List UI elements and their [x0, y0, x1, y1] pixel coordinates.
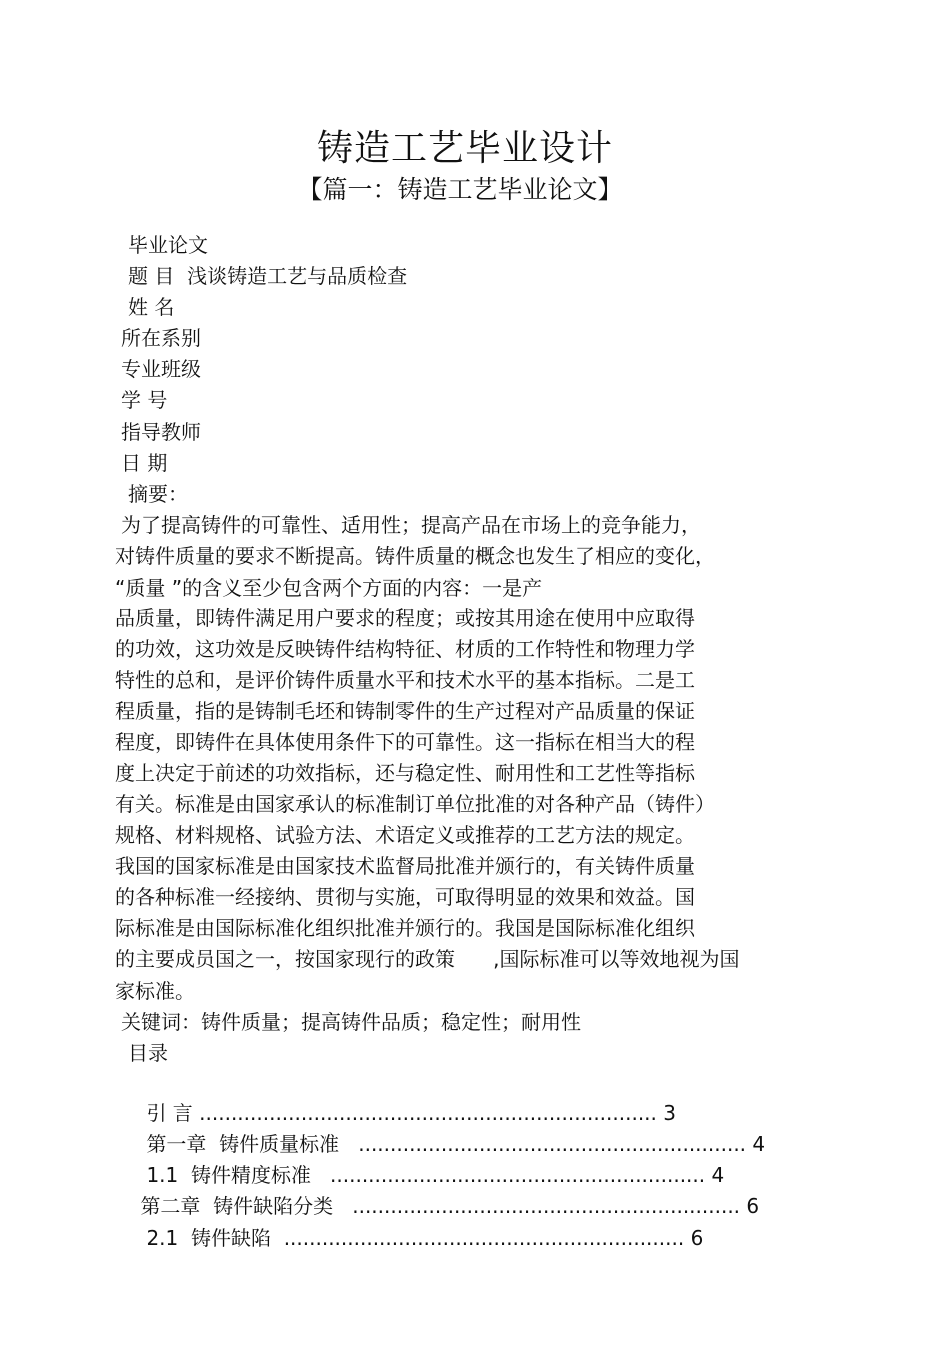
- abstract-line: 有关。标准是由国家承认的标准制订单位批准的对各种产品（铸件）: [115, 792, 715, 816]
- toc-entry-dots: ........................................................................: [199, 1101, 657, 1125]
- toc-entry-label: 第二章 铸件缺陷分类: [140, 1194, 353, 1218]
- toc-entry-label: 第一章 铸件质量标准: [146, 1132, 359, 1156]
- toc-entry-page: 6: [740, 1194, 760, 1218]
- cover-date-label: 日 期: [121, 451, 168, 475]
- abstract-line: 度上决定于前述的功效指标，还与稳定性、耐用性和工艺性等指标: [115, 761, 695, 785]
- abstract-line: 对铸件质量的要求不断提高。铸件质量的概念也发生了相应的变化，: [115, 544, 715, 568]
- document-title: 铸造工艺毕业设计: [316, 128, 613, 169]
- toc-entry-page: 4: [705, 1163, 725, 1187]
- abstract-line: 为了提高铸件的可靠性、适用性；提高产品在市场上的竞争能力，: [121, 513, 701, 537]
- abstract-line: 际标准是由国际标准化组织批准并颁行的。我国是国际标准化组织: [115, 916, 695, 940]
- toc-entry-dots: ...........................................................: [330, 1163, 706, 1187]
- toc-entry-page: 3: [656, 1101, 676, 1125]
- abstract-line: 规格、材料规格、试验方法、术语定义或推荐的工艺方法的规定。: [115, 823, 695, 847]
- cover-advisor-label: 指导教师: [121, 420, 201, 444]
- abstract-line: 程质量，指的是铸制毛坯和铸制零件的生产过程对产品质量的保证: [115, 699, 695, 723]
- cover-topic-line: 题 目 浅谈铸造工艺与品质检查: [128, 264, 408, 288]
- abstract-line: 的主要成员国之一，按国家现行的政策 ,国际标准可以等效地视为国: [115, 947, 740, 971]
- abstract-line: 的各种标准一经接纳、贯彻与实施，可取得明显的效果和效益。国: [115, 885, 695, 909]
- abstract-line: “质量 ”的含义至少包含两个方面的内容：一是产: [115, 576, 543, 600]
- abstract-line: 我国的国家标准是由国家技术监督局批准并颁行的，有关铸件质量: [115, 854, 695, 878]
- cover-name-label: 姓 名: [128, 295, 175, 319]
- toc-entry-label: 1.1 铸件精度标准: [146, 1163, 331, 1187]
- abstract-line: 的功效，这功效是反映铸件结构特征、材质的工作特性和物理力学: [115, 637, 695, 661]
- toc-entry-page: 4: [746, 1132, 766, 1156]
- toc-entry-dots: .............................................................: [358, 1132, 747, 1156]
- toc-entry-dots: .............................................................: [352, 1194, 741, 1218]
- abstract-heading: 摘要：: [128, 482, 188, 506]
- document-subtitle: 【篇一：铸造工艺毕业论文】: [297, 175, 623, 204]
- abstract-line: 品质量，即铸件满足用户要求的程度；或按其用途在使用中应取得: [115, 606, 695, 630]
- toc-entry-label: 2.1 铸件缺陷: [146, 1226, 284, 1250]
- abstract-line: 特性的总和，是评价铸件质量水平和技术水平的基本指标。二是工: [115, 668, 695, 692]
- cover-kind: 毕业论文: [128, 233, 208, 257]
- toc-entry-page: 6: [684, 1226, 704, 1250]
- keywords-line: 关键词：铸件质量；提高铸件品质；稳定性；耐用性: [121, 1010, 581, 1034]
- abstract-line: 程度，即铸件在具体使用条件下的可靠性。这一指标在相当大的程: [115, 730, 695, 754]
- toc-entry[interactable]: [121, 1196, 703, 1280]
- abstract-line: 家标准。: [115, 979, 195, 1003]
- toc-heading: 目录: [128, 1041, 168, 1065]
- cover-student-id-label: 学 号: [121, 388, 168, 412]
- toc-entry-dots: ...............................................................: [283, 1226, 685, 1250]
- cover-class-label: 专业班级: [121, 357, 201, 381]
- cover-department-label: 所在系别: [121, 326, 201, 350]
- toc-entry-label: 引 言: [146, 1101, 200, 1125]
